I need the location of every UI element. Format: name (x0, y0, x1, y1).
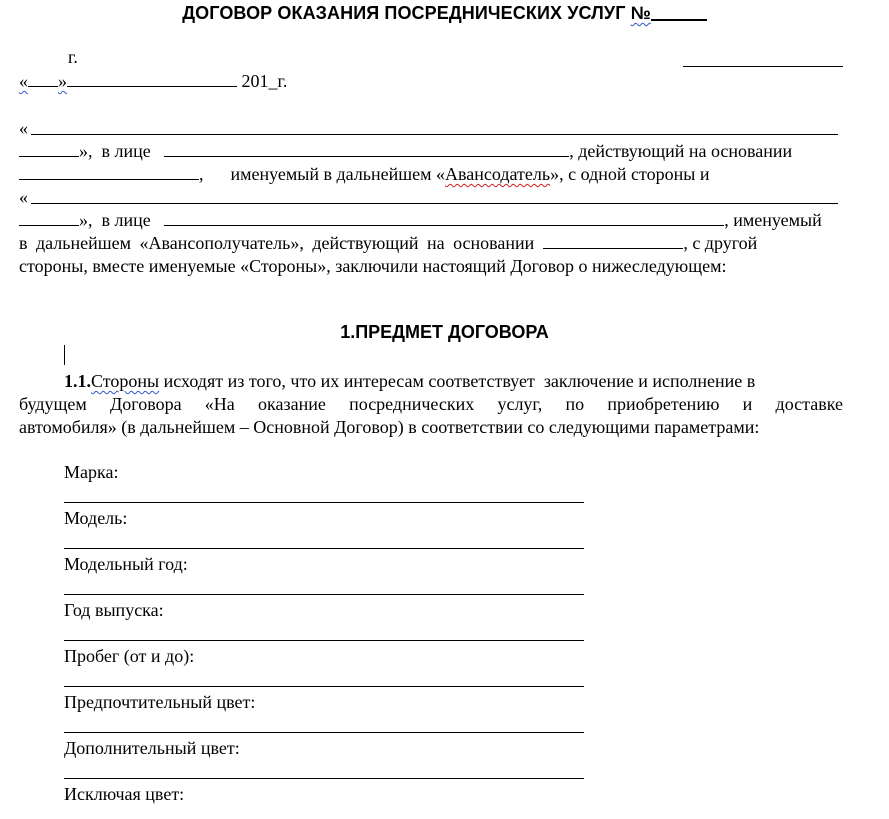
preamble-line-3: , именуемый в дальнейшем «Авансодатель», с одной стороны и (19, 163, 843, 185)
title-text: ДОГОВОР ОКАЗАНИЯ ПОСРЕДНИЧЕСКИХ УСЛУГ (182, 3, 631, 23)
title-number-blank (651, 1, 707, 21)
date-open-quote: « » (19, 71, 67, 91)
section-heading: 1.ПРЕДМЕТ ДОГОВОРА (340, 322, 549, 342)
field-model-year-label: Модельный год: (64, 554, 188, 574)
field-make-line[interactable] (64, 502, 584, 503)
clause-1-1-line-1: 1.1.Стороны исходят из того, что их интересам соответствует заключение и исполнение в (64, 371, 756, 391)
field-model-label: Модель: (64, 508, 128, 528)
open-quote: « (19, 118, 28, 138)
party2-form-blank (19, 210, 79, 226)
field-mileage-label: Пробег (от и до): (64, 646, 195, 666)
field-additional-color-line[interactable] (64, 778, 584, 779)
preamble-line-6: в дальнейшем «Авансополучатель», действующий на основании , с другой (19, 233, 758, 253)
field-preferred-color-line[interactable] (64, 732, 584, 733)
party2-name-blank (31, 203, 838, 204)
city-line (68, 46, 78, 68)
preamble-line-2: », в лице , действующий на основании (19, 140, 843, 162)
clause-first-word: Стороны (91, 371, 160, 391)
clause-1-1-line-3: автомобиля» (в дальнейшем – Основной Договор) в соответствии со следующими параметрами: (19, 417, 760, 437)
field-make-label: Марка: (64, 462, 119, 482)
field-production-year-line[interactable] (64, 640, 584, 641)
field-excluded-color-label: Исключая цвет: (64, 784, 185, 804)
field-production-year-label: Год выпуска: (64, 600, 164, 620)
party1-role: Авансодатель (445, 164, 551, 184)
city-prefix: г. (68, 47, 78, 67)
date-month-blank (67, 71, 237, 87)
party2-basis-blank (543, 233, 683, 249)
preamble-line-5: », в лице , именуемый (19, 209, 843, 231)
party2-rep-blank (164, 210, 724, 226)
document-title (0, 1, 889, 24)
preamble-line-7: стороны, вместе именуемые «Стороны», заключили настоящий Договор о нижеследующем: (19, 256, 727, 276)
party1-name-blank (31, 134, 838, 135)
preamble-line-1 (19, 117, 28, 139)
right-date-blank (683, 66, 843, 67)
title-number-sign: № (630, 3, 651, 23)
field-preferred-color-label: Предпочтительный цвет: (64, 692, 256, 712)
field-mileage-line[interactable] (64, 686, 584, 687)
clause-1-1-line-2: будущем Договора «На оказание посреднических услуг, по приобретению и доставке (19, 394, 843, 414)
party1-rep-blank (164, 141, 569, 157)
field-model-line[interactable] (64, 548, 584, 549)
field-additional-color-label: Дополнительный цвет: (64, 738, 240, 758)
date-year: 201_г. (237, 71, 288, 91)
text-cursor (64, 345, 65, 365)
preamble-line-4: « (19, 187, 28, 207)
clause-number: 1.1. (64, 371, 91, 391)
party1-form-blank (19, 141, 79, 157)
field-model-year-line[interactable] (64, 594, 584, 595)
date-line (19, 70, 287, 92)
party1-basis-blank (19, 164, 199, 180)
